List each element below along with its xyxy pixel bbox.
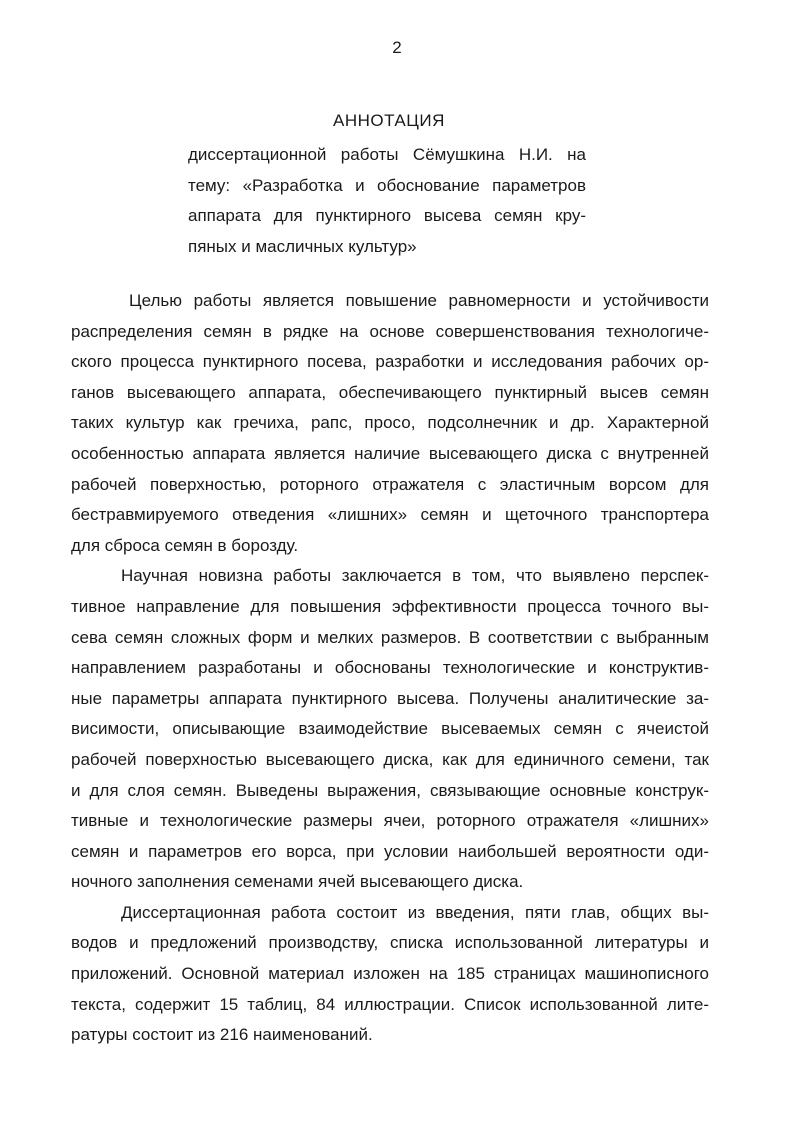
text-line: ского процесса пунктирного посева, разработки и исследования рабочих ор-: [71, 352, 709, 372]
subtitle-line: диссертационной работы Сёмушкина Н.И. на: [188, 145, 586, 164]
text-line: для сброса семян в борозду.: [71, 535, 299, 555]
text-line: сева семян сложных форм и мелких размеров. В соответствии с выбранным: [71, 627, 709, 647]
text-line: ные параметры аппарата пунктирного высева. Получены аналитические за-: [71, 688, 709, 708]
text-line: тивные и технологические размеры ячеи, роторного отражателя «лишних»: [71, 811, 709, 831]
text-line: направлением разработаны и обоснованы технологические и конструктив-: [71, 658, 709, 678]
text-line: Диссертационная работа состоит из введения, пяти глав, общих вы-: [121, 902, 709, 922]
text-line: распределения семян в рядке на основе совершенствования технологиче-: [71, 321, 709, 341]
text-line: таких культур как гречиха, рапс, просо, подсолнечник и др. Характерной: [71, 413, 709, 433]
subtitle-line: аппарата для пунктирного высева семян кру-: [188, 206, 586, 226]
text-line: висимости, описывающие взаимодействие высеваемых семян с ячеистой: [71, 719, 709, 739]
paragraph-novelty: [71, 561, 709, 898]
text-line: ганов высевающего аппарата, обеспечивающего пунктирный высев семян: [71, 382, 709, 402]
text-line: ратуры состоит из 216 наименований.: [71, 1025, 373, 1045]
text-line: ночного заполнения семенами ячей высевающего диска.: [71, 872, 524, 892]
text-line: рабочей поверхностью высевающего диска, как для единичного семени, так: [71, 749, 709, 769]
text-line: приложений. Основной материал изложен на 185 страницах машинописного: [71, 964, 709, 984]
text-line: Целью работы является повышение равномерности и устойчивости: [129, 291, 709, 310]
page-number: 2: [392, 38, 402, 57]
subtitle-line: тему: «Разработка и обоснование параметров: [188, 175, 586, 195]
subtitle-line: пяных и масличных культур»: [188, 236, 417, 256]
document-body: [71, 286, 709, 1051]
document-title: АННОТАЦИЯ: [333, 111, 445, 130]
text-line: семян и параметров его ворса, при условии наибольшей вероятности оди-: [71, 841, 709, 861]
document-subtitle: [188, 140, 586, 262]
text-line: Научная новизна работы заключается в том, что выявлено перспек-: [121, 566, 709, 586]
text-line: особенностью аппарата является наличие высевающего диска с внутренней: [71, 443, 709, 463]
text-line: рабочей поверхностью, роторного отражателя с эластичным ворсом для: [71, 474, 709, 494]
text-line: и для слоя семян. Выведены выражения, связывающие основные конструк-: [71, 780, 709, 800]
text-line: текста, содержит 15 таблиц, 84 иллюстрации. Список использованной лите-: [71, 994, 709, 1014]
text-line: водов и предложений производству, списка использованной литературы и: [71, 933, 709, 953]
paragraph-structure: [71, 898, 709, 1051]
text-line: бестравмируемого отведения «лишних» семян и щеточного транспортера: [71, 505, 709, 525]
text-line: тивное направление для повышения эффективности процесса точного вы-: [71, 596, 709, 616]
paragraph-purpose: [71, 286, 709, 561]
